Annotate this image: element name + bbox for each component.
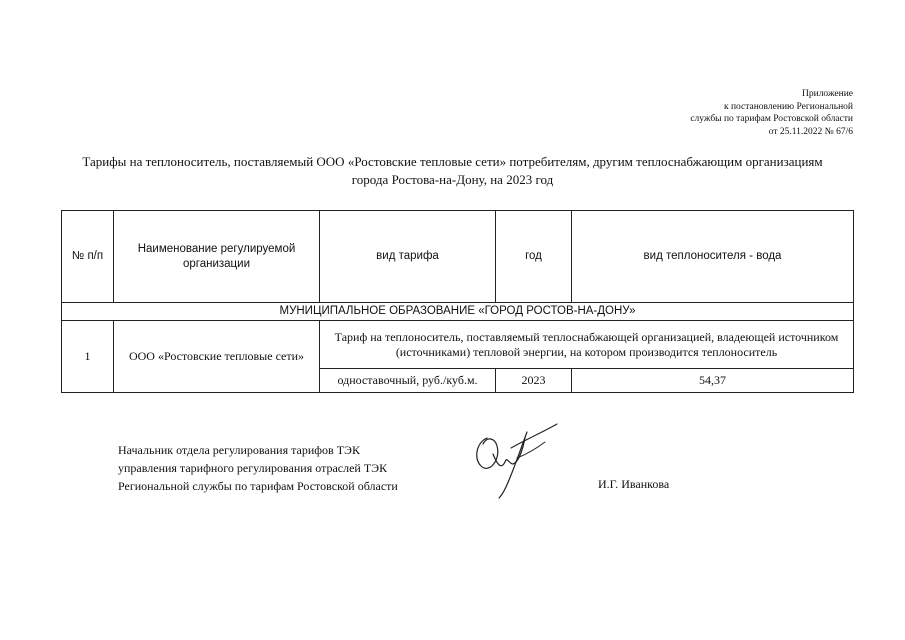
appendix-date-line: от 25.11.2022 № 67/6 bbox=[768, 126, 853, 137]
row-num: 1 bbox=[62, 321, 114, 393]
row-tariff-type: одноставочный, руб./куб.м. bbox=[320, 369, 496, 393]
header-carrier: вид теплоносителя - вода bbox=[572, 211, 854, 303]
header-tariff-type: вид тарифа bbox=[320, 211, 496, 303]
position-line-1: Начальник отдела регулирования тарифов ТЭК bbox=[118, 443, 360, 457]
position-line-3: Региональной службы по тарифам Ростовской области bbox=[118, 479, 398, 493]
tariff-table bbox=[61, 210, 854, 393]
section-row bbox=[62, 303, 854, 321]
appendix-block bbox=[690, 88, 853, 138]
header-num: № п/п bbox=[62, 211, 114, 303]
document-title bbox=[40, 153, 865, 189]
appendix-line: Приложение bbox=[802, 89, 853, 99]
title-line-2: города Ростова-на-Дону, на 2023 год bbox=[351, 172, 554, 187]
header-row bbox=[62, 211, 854, 303]
row-organization: ООО «Ростовские тепловые сети» bbox=[114, 321, 320, 393]
row-year: 2023 bbox=[496, 369, 572, 393]
table-row bbox=[62, 321, 854, 369]
header-year: год bbox=[496, 211, 572, 303]
row-description: Тариф на теплоноситель, поставляемый теплоснабжающей организацией, владеющей источником (источниками) тепловой энергии, на котором производится теплоноситель bbox=[320, 321, 854, 369]
section-municipality: МУНИЦИПАЛЬНОЕ ОБРАЗОВАНИЕ «ГОРОД РОСТОВ-НА-ДОНУ» bbox=[62, 303, 854, 321]
signatory-name: И.Г. Иванкова bbox=[598, 477, 670, 491]
appendix-line: к постановлению Региональной bbox=[723, 101, 853, 112]
handwritten-signature bbox=[465, 418, 565, 500]
appendix-line: службы по тарифам Ростовской области bbox=[690, 114, 853, 124]
signatory-position bbox=[118, 441, 398, 495]
position-line-2: управления тарифного регулирования отраслей ТЭК bbox=[118, 461, 388, 475]
header-organization: Наименование регулируемой организации bbox=[114, 211, 320, 303]
title-line-1: Тарифы на теплоноситель, поставляемый ООО «Ростовские тепловые сети» потребителям, другим теплоснабжающим организациям bbox=[82, 154, 823, 169]
row-value: 54,37 bbox=[572, 369, 854, 393]
